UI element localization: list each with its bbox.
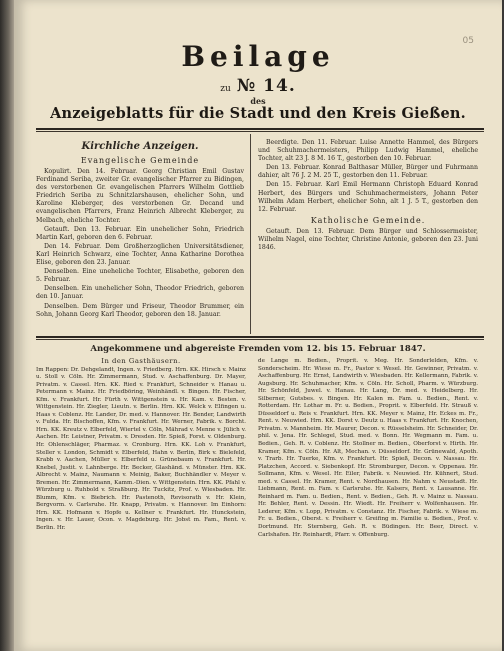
- arrivals-column-left: [36, 358, 246, 533]
- arrivals-text: de Lange m. Bedien., Proprit. v. Meg. Hr. Sonderlelden, Kfm. v. Sonderscheim. Hr. Wiese m. Fr., Pastor v. Wesel. Hr. Gewinner, Privatm. v. Aschaffenburg. Hr. Ernst, Landwirth v. Wiesbaden. Hr. Kellermann, Fabrik. v. Augsburg. Hr. Schuhmacher, Kfm. v. Cöln. Hr. Scholl, Pharm. v. Würzburg. Hr. Schönfeld, Juwel. v. Hanau. Hr. Lang, Dr. med. v. Heidelberg. Hr. Silberner, Gutsbes. v. Bingen. Hr. Kalen m. Fam. u. Bedien., Rent. v. Rotterdam. Hr. Lothar m. Fr. u. Bedien., Proprit. v. Elberfeld. Hr. Strauß v. Düsseldorf u. Reis v. Frankfurt. Hrn. KK. Meyer v. Mainz, Hr. Eckes m. Fr., Rent. v. Neuwied. Hrn. KK. Dorst v. Deutz u. Haas v. Frankfurt. Hr. Knochen, Privatm. v. Mannheim. Hr. Maurer, Decon. v. Rüsselsheim. Hr. Schneider, Dr. phil. v. Jena. Hr. Schlegel, Stud. med. v. Bonn. Hr. Wegmann m. Fam. u. Bedien., Geh. R. v. Coblenz. Hr. Stollner m. Bedien., Oberforst v. Hirth. Hr. Kramer, Kfm. v. Cöln. Hr. Alt, Mechan. v. Düsseldorf. Hr. Grünewald, Apoth. v. Trarb. Hr. Tuerke, Kfm. v. Frankfurt. Hr. Spieß, Decon. v. Nassau. Hr. Platzchen, Accord. v. Siebenkopf. Hr. Stromburger, Decon. v. Oppenau. Hr. Sollmann, Kfm. v. Wesel. Hr. Eiler, Fabrik. v. Neuwied. Hr. Kühnert, Stud. med. v. Cassel. Hr. Kramer, Rent. v. Nordhausen. Hr. Nahm v. Neustadt. Hr. Liebmann, Rent. m. Fam. v. Carlsruhe. Hr. Kalsers, Rent. v. Lausanne. Hr. Reinhard m. Fam. u. Bedien., Rent. v. Bedien., Geh. R. v. Mainz u. Nassau. Hr. Behler, Rent. v. Dessin. Hr. Wiedt. Hr. Freiherr v. Wolfenhausen. Hr. Lederer, Kfm. v. Lopp, Privatm. v. Constanz. Hr. Fischer, Fabrik. v. Wiese m. Fr. u. Bedien., Oberst. v. Freiherr v. Greifing m. Familie u. Bedien., Prof. v. Dortmund. Hr. Sternberg, Geh. R. v. Büdingen. Hr. Beer, Direct. v. Carlshafen. Hr. Reinhardt, Pfarr. v. Offenburg.: [258, 358, 478, 538]
- issue-zu: zu: [220, 84, 231, 94]
- header-rule-bottom: [36, 131, 484, 132]
- issue-number: [14, 76, 502, 96]
- catholic-subheading: Katholische Gemeinde.: [310, 215, 426, 225]
- page-title: Beilage: [181, 40, 335, 73]
- book-binding-edge: [0, 0, 14, 651]
- notice-paragraph: Den 14. Februar. Dem Großherzoglichen Universitätsdiener, Karl Heinrich Schwarz, eine Tochter, Anna Katharine Dorothea Elise, geboren den 23. Januar.: [36, 242, 244, 267]
- burials-column: [258, 139, 478, 253]
- header-rule-top: [36, 128, 484, 130]
- arrivals-column-right: [258, 358, 478, 539]
- des-line: des: [250, 96, 266, 106]
- arrivals-text: Im Rappen: Dr. Dehgelandt, Ingen. v. Friedberg. Hrn. KK. Hirsch v. Mainz u. Stoll v. Cöln. Hr. Zimmermann, Stud. v. Aschaffenburg. Dr. Mayer, Privatm. v. Cassel. Hrn. KK. Ried v. Frankfurt, Schneider v. Hanau u. Petermann v. Mainz. Hr. Friedböring, Weinhändl. v. Bingen. Hr. Fischer, Kfm. v. Frankfurt. Hr. Fürth v. Wittgenstein u. Hr. Kam. v. Besten. v. Wittgenstein. Hr. Ziegler, Lieutn. v. Berlin. Hrn. KK. Welck v. Elfingen u. Haas v. Coblenz. Hr. Lander, Dr. med. v. Hannover. Hr. Bender, Landwirth v. Fulda. Hr. Bischoffen, Kfm. v. Frankfurt. Hr. Werner, Fabrik. v. Borcht. Hrn. KK. Kreutz v. Elberfeld, Wiertel v. Cöln, Mährad v. Menne v. Jülich v. Aachen. Hr. Leistner, Privatm. v. Dresden. Hr. Spieß, Forst. v. Oldenburg. Hr. Ohlenschläger, Pharmaz. v. Cronburg. Hrn. KK. Loh v. Frankfurt, Steller v. London, Schmidt v. Elberfeld, Hahn v. Berlin, Birk v. Bielefeld, Krabb v. Aachen, Müller v. Elberfeld u. Grünebaum v. Frankfurt. Hr. Knebel, Justit. v. Lahnberge. Hr. Becker, Glashänd. v. Münster. Hrn. KK. Albrecht v. Mainz, Naumann v. Meinig, Baker, Buchhändler v. Meyer v. Bremen. Hr. Zimmermann, Kamm.-Dien. v. Wittgenstein. Hrn. KK. Pfahl v. Würzburg u. Ruhbold v. Straßburg. Hr. Tuckitz, Prof. v. Wiesbaden. Hr. Blumm, Kfm. v. Biebrich. Hr. Pastenoth, Revisorath v. Hr. Klein, Bergvorm. v. Carlsruhe. Hr. Knapp, Privatm. v. Hannover. Im Einhorn: Hrn. KK. Hofmann v. Hopfe u. Kellner v. Frankfurt. Hr. Hunckstein, Ingen. v. Hr. Lauer, Ocon. v. Magdeburg. Hr. Jobst m. Fam., Rent. v. Berlin. Hr.: [36, 366, 246, 532]
- section-heading: Kirchliche Anzeigen.: [81, 141, 199, 152]
- page-number: 05: [462, 36, 474, 46]
- notice-paragraph: Denselben. Eine uneheliche Tochter, Elisabethe, geboren den 5. Februar.: [36, 268, 244, 284]
- notice-paragraph: Beerdigte. Den 11. Februar. Luise Annette Hammel, des Bürgers und Schuhmachermeisters, Philipp Ludwig Hammel, eheliche Tochter, alt 23 J. 8 M. 16 T., gestorben den 10. Februar.: [258, 139, 478, 163]
- notice-paragraph: Denselben. Ein unehelicher Sohn, Theodor Friedrich, geboren den 10. Januar.: [36, 285, 244, 301]
- notice-paragraph: Den 15. Februar. Karl Emil Hermann Christoph Eduard Konrad Herbert, des Bürgers und Schuhmachermeisters, Johann Peter Wilhelm Adam Herbert, ehelicher Sohn, alt 1 J. 5 T., gestorben den 12. Februar.: [258, 181, 478, 213]
- arrivals-subheading: In den Gasthäusern.: [101, 357, 181, 365]
- section-rule-bottom: [36, 339, 484, 340]
- section-subheading: Evangelische Gemeinde: [80, 156, 200, 165]
- notice-paragraph: Kopulirt. Den 14. Februar. Georg Christian Emil Gustav Ferdinand Seriba, zweiter Gr. evangelischer Pfarrer zu Bidingen, des verstorbenen Gr. evangelischen Pfarrers Wilhelm Gottlieb Friedrich Seriba zu Schnitzlarshausen, ehelicher Sohn, und Karoline Kleberger, des verstorbenen Gr. Decand und evangelischen Pfarrers, Franz Heinrich Albrecht Kleberger, zu Melbach, eheliche Tochter.: [36, 168, 244, 224]
- notice-paragraph: Denselben. Dem Bürger und Friseur, Theodor Brummer, ein Sohn, Johann Georg Karl Theodor, geboren den 18. Januar.: [36, 302, 244, 318]
- section-rule-top: [36, 336, 484, 338]
- notice-paragraph: Getauft. Den 13. Februar. Dem Bürger und Schlossermeister, Wilhelm Nagel, eine Tochter, Christine Antonie, geboren den 23. Juni 1846.: [258, 227, 478, 252]
- notice-paragraph: Getauft. Den 13. Februar. Ein unehelicher Sohn, Friedrich Martin Karl, geboren den 6. Februar.: [36, 225, 244, 241]
- column-divider: [250, 134, 251, 334]
- document-page: [14, 0, 502, 651]
- church-notices-column: [36, 140, 244, 320]
- notice-paragraph: Den 13. Februar. Konrad Balthasar Müller, Bürger und Fuhrmann dahier, alt 76 J. 2 M. 25 T., gestorben den 11. Februar.: [258, 164, 478, 180]
- page-subtitle: Anzeigeblatts für die Stadt und den Kreis Gießen.: [50, 105, 466, 122]
- arrivals-title: Angekommene und abgereiste Fremden vom 12. bis 15. Februar 1847.: [90, 344, 426, 354]
- issue-number-value: № 14.: [236, 76, 296, 96]
